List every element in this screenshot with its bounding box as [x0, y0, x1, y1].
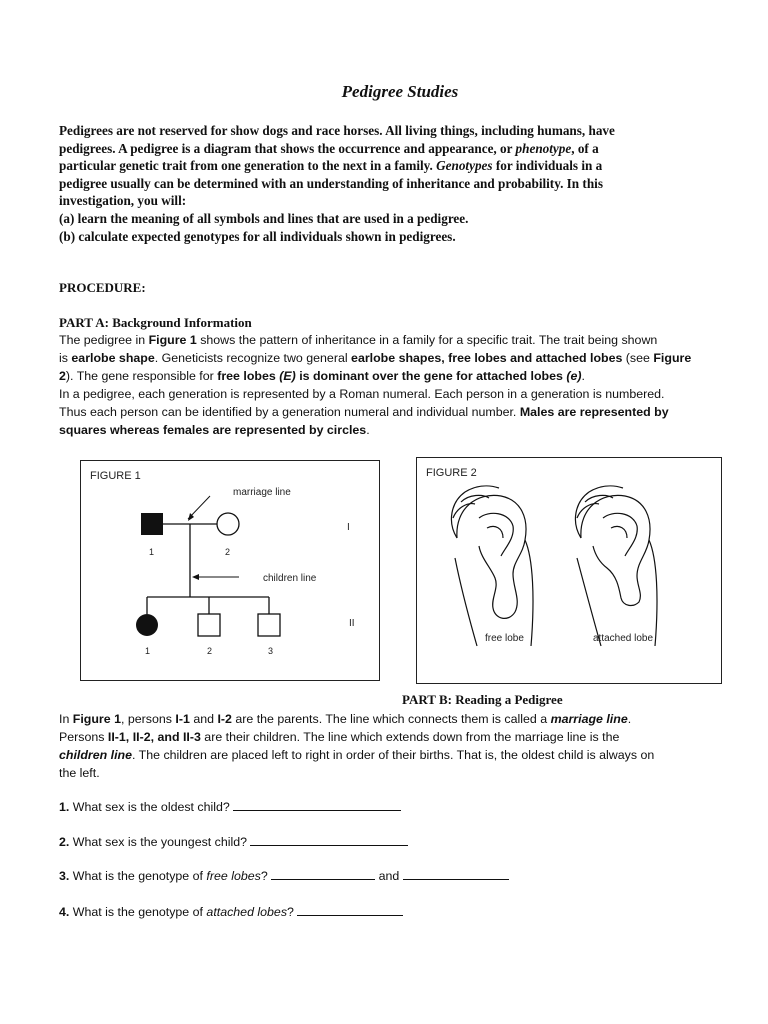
question-4: 4. What is the genotype of attached lobes?	[59, 903, 403, 919]
male-affected-i1	[141, 513, 163, 535]
question-3: 3. What is the genotype of free lobes? and	[59, 867, 509, 883]
answer-blank-1[interactable]	[233, 798, 401, 811]
question-1: 1. What sex is the oldest child?	[59, 798, 401, 814]
label-ii3: 3	[268, 646, 274, 656]
figure-2-title: FIGURE 2	[426, 467, 477, 479]
answer-blank-4[interactable]	[297, 903, 403, 916]
free-lobe-label: free lobe	[485, 633, 524, 644]
part-b-heading: PART B: Reading a Pedigree	[402, 692, 563, 707]
attached-lobe-label: attached lobe	[593, 633, 654, 644]
female-unaffected-i2	[217, 513, 239, 535]
free-lobe-drawing	[451, 486, 533, 646]
answer-blank-2[interactable]	[250, 833, 408, 846]
question-2: 2. What sex is the youngest child?	[59, 833, 408, 849]
figure-1-title: FIGURE 1	[90, 470, 141, 482]
female-affected-ii1	[136, 614, 158, 636]
male-unaffected-ii3	[258, 614, 280, 636]
label-ii2: 2	[207, 646, 213, 656]
generation-ii-label: II	[349, 618, 355, 629]
label-i2: 2	[225, 547, 231, 557]
part-a-heading: PART A: Background Information	[59, 315, 252, 330]
children-arrowhead	[192, 574, 199, 580]
figure-1-pedigree	[80, 460, 380, 681]
part-b-paragraph: In Figure 1, persons I-1 and I-2 are the parents. The line which connects them is called a marriage line. Persons II-1, II-2, and II-3 are their children. The line which extends down from the marriage line is the children line. The children are placed left to right in order of their births. That is, the oldest child is always on the left.	[59, 712, 655, 780]
label-ii1: 1	[145, 646, 151, 656]
figure-2-earlobes	[416, 457, 722, 684]
procedure-heading: PROCEDURE:	[59, 280, 146, 295]
attached-lobe-drawing	[575, 486, 657, 646]
children-line-label: children line	[263, 573, 317, 584]
label-i1: 1	[149, 547, 155, 557]
page-title: Pedigree Studies	[341, 82, 459, 101]
marriage-line-label: marriage line	[233, 487, 291, 498]
generation-i-label: I	[347, 522, 350, 533]
answer-blank-3a[interactable]	[271, 867, 375, 880]
male-unaffected-ii2	[198, 614, 220, 636]
intro-paragraph: Pedigrees are not reserved for show dogs and race horses. All living things, including humans, have pedigrees. A pedigree is a diagram that shows the occurrence and appearance, or phenotype, of a particular genetic trait from one generation to the next in a family. Genotypes for individuals in a pedigree usually can be determined with an understanding of inheritance and probability. In this investigation, you will: (a) learn the meaning of all symbols and lines that are used in a pedigree. (b) calculate expected genotypes for all individuals shown in pedigrees.	[59, 123, 615, 244]
answer-blank-3b[interactable]	[403, 867, 509, 880]
part-a-paragraph: The pedigree in Figure 1 shows the pattern of inheritance in a family for a specific trait. The trait being shown is earlobe shape. Geneticists recognize two general earlobe shapes, free lobes and attached lobes (see Figure 2). The gene responsible for free lobes (E) is dominant over the gene for attached lobes (e). In a pedigree, each generation is represented by a Roman numeral. Each person in a generation is numbered. Thus each person can be identified by a generation numeral and individual number. Males are represented by squares whereas females are represented by circles.	[59, 333, 692, 437]
